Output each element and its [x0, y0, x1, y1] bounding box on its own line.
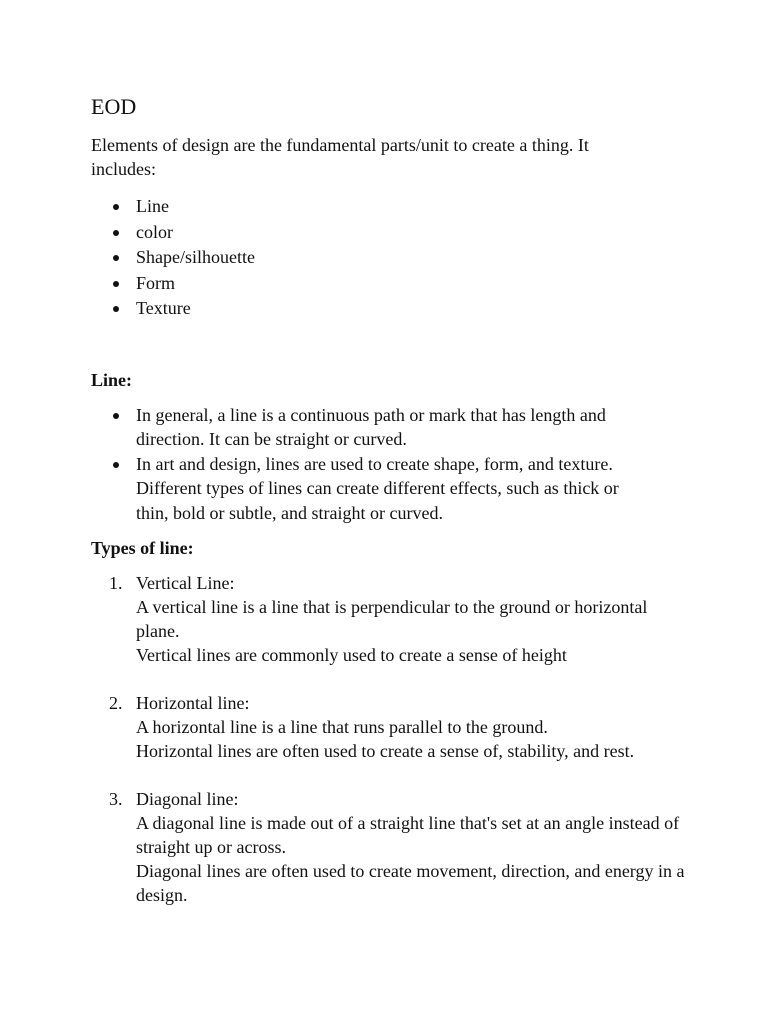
- types-of-line-list: [91, 571, 691, 907]
- item-definition: A vertical line is a line that is perpendicular to the ground or horizontal plane.: [136, 597, 648, 641]
- types-of-line-heading: Types of line:: [91, 538, 194, 558]
- line-type-item: [91, 691, 691, 763]
- list-item: color: [91, 220, 691, 246]
- item-number: 3.: [109, 789, 123, 809]
- line-type-item: [91, 787, 691, 907]
- item-title: Vertical Line:: [136, 573, 235, 593]
- elements-list: [91, 194, 691, 322]
- list-item: In art and design, lines are used to create shape, form, and texture. Different types of lines can create different effects, such as thick or thin, bold or subtle, and straight or curved.: [91, 452, 651, 526]
- list-item: Form: [91, 271, 691, 297]
- item-title: Horizontal line:: [136, 693, 250, 713]
- item-number: 2.: [109, 693, 123, 713]
- item-usage: Vertical lines are commonly used to create a sense of height: [136, 645, 567, 665]
- line-heading: Line:: [91, 369, 133, 390]
- line-description-list: [91, 403, 691, 526]
- item-usage: Horizontal lines are often used to create a sense of, stability, and rest.: [136, 741, 635, 761]
- item-definition: A diagonal line is made out of a straight line that's set at an angle instead of straight up or across.: [136, 813, 680, 857]
- page-title: EOD: [91, 94, 137, 119]
- item-title: Diagonal line:: [136, 789, 239, 809]
- list-item: In general, a line is a continuous path or mark that has length and direction. It can be straight or curved.: [91, 403, 651, 452]
- item-number: 1.: [109, 573, 123, 593]
- list-item: Shape/silhouette: [91, 245, 691, 271]
- item-usage: Diagonal lines are often used to create movement, direction, and energy in a design.: [136, 861, 685, 905]
- intro-paragraph: Elements of design are the fundamental parts/unit to create a thing. It includes:: [91, 135, 589, 179]
- document-page: [91, 94, 691, 907]
- list-item: Texture: [91, 296, 691, 322]
- list-item: Line: [91, 194, 691, 220]
- line-type-item: [91, 571, 691, 667]
- item-definition: A horizontal line is a line that runs parallel to the ground.: [136, 717, 548, 737]
